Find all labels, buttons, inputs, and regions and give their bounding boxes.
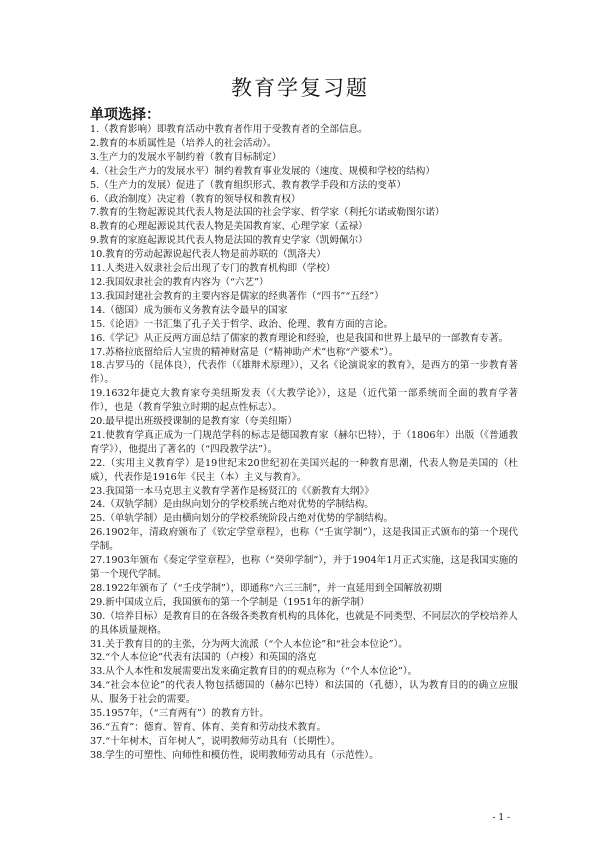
list-item: 37.“十年树木，百年树人”，说明教师劳动具有（长期性）。 bbox=[90, 735, 341, 747]
list-item: 27.1903年颁布《奏定学堂章程》，也称（“癸卯学制”），并于1904年1月正式实施，这是我国实施的第一个现代学制。 bbox=[90, 555, 518, 580]
list-item: 33.从个人本性和发展需要出发来确定教育目的的观点称为（“个人本位论”）。 bbox=[90, 666, 418, 678]
list-item: 16.《学记》从正反两方面总结了儒家的教育理论和经验，也是我国和世界上最早的一部教育专著。 bbox=[90, 332, 509, 344]
list-item: 8.教育的心理起源说其代表人物是美国教育家、心理学家（孟禄） bbox=[90, 221, 368, 233]
list-item: 4.（社会生产力的发展水平）制约着教育事业发展的（速度、规模和学校的结构） bbox=[90, 165, 435, 177]
list-item: 14.（德国）成为颁布义务教育法令最早的国家 bbox=[90, 304, 288, 316]
question-list bbox=[90, 123, 518, 763]
list-item: 31.关于教育目的的主张，分为两大流派（“个人本位论”和“社会本位论”）。 bbox=[90, 638, 408, 650]
list-item: 25.（单轨学制）是由横向划分的学校系统阶段占绝对优势的学制结构。 bbox=[90, 513, 394, 525]
list-item: 29.新中国成立后，我国颁布的第一个学制是（1951年的新学制） bbox=[90, 596, 370, 608]
list-item: 5.（生产力的发展）促进了（教育组织形式、教育教学手段和方法的变革） bbox=[90, 179, 407, 191]
list-item: 26.1902年，清政府颁布了《钦定学堂章程》，也称（“壬寅学制”），这是我国正式颁布的第一个现代学制。 bbox=[90, 527, 518, 553]
list-item: 13.我国封建社会教育的主要内容是儒家的经典著作（“四书”“五经”） bbox=[90, 290, 384, 302]
list-item: 38.学生的可塑性、向师性和模仿性，说明教师劳动具有（示范性）。 bbox=[90, 749, 379, 761]
list-item: 17.苏格拉底留给后人宝贵的精神财富是（“精神助产术”也称“产婆术”）。 bbox=[90, 346, 399, 358]
list-item: 28.1922年颁布了（“壬戌学制”），即通称“六三三制”，并一直延用到全国解放初期 bbox=[90, 582, 442, 594]
list-item: 7.教育的生物起源说其代表人物是法国的社会学家、哲学家（利托尔诺或勒图尔诺） bbox=[90, 207, 445, 219]
list-item: 22.（实用主义教育学）是19世纪末20世纪初在美国兴起的一种教育思潮，代表人物是美国的（杜威），代表作是1916年《民主（本）主义与教育》。 bbox=[90, 457, 518, 483]
list-item: 12.我国奴隶社会的教育内容为（“六艺”） bbox=[90, 276, 269, 288]
list-item: 19.1632年捷克大教育家夸美纽斯发表（《大教学论》），这是（近代第一部系统而全面的教育学著作），也是（教育学独立时期的起点性标志）。 bbox=[90, 388, 518, 414]
list-item: 15.《论语》一书汇集了孔子关于哲学、政治、伦理、教育方面的言论。 bbox=[90, 318, 394, 330]
page-number: - 1 - bbox=[492, 813, 510, 823]
list-item: 3.生产力的发展水平制约着（教育目标制定） bbox=[90, 151, 282, 163]
list-item: 9.教育的家庭起源说其代表人物是法国的教育史学家（凯姆佩尔） bbox=[90, 235, 368, 247]
list-item: 10.教育的劳动起源说起代表人物是前苏联的（凯洛夫） bbox=[90, 249, 326, 261]
list-item: 21.使教育学真正成为一门规范学科的标志是德国教育家（赫尔巴特），于（1806年）出版（《普通教育学》），他提出了著名的（“四段教学法”）。 bbox=[90, 429, 518, 455]
list-item: 32.“个人本位论”代表有法国的（卢梭）和英国的洛克 bbox=[90, 652, 317, 664]
section-heading: 单项选择： bbox=[90, 107, 160, 123]
list-item: 30.（培养目标）是教育目的在各级各类教育机构的具体化，也就是不同类型、不同层次的学校培养人的具体质量规格。 bbox=[90, 610, 518, 636]
document-title: 教育学复习题 bbox=[231, 76, 369, 100]
list-item: 11.人类进入奴隶社会后出现了专门的教育机构即（学校） bbox=[90, 263, 336, 275]
list-item: 23.我国第一本马克思主义教育学著作是杨贤江的《《新教育大纲》》 bbox=[90, 485, 374, 497]
list-item: 34.“社会本位论”的代表人物包括德国的（赫尔巴特）和法国的（孔德），认为教育目的的确立应服从、服务于社会的需要。 bbox=[90, 680, 518, 706]
list-item: 2.教育的本质属性是（培养人的社会活动）。 bbox=[90, 137, 277, 149]
list-item: 35.1957年，（“三育两有”）的教育方针。 bbox=[90, 708, 269, 720]
list-item: 18.古罗马的（昆体良），代表作（《雄辩术原理》），又名《论演说家的教育》，是西方的第一步教育著作）。 bbox=[90, 360, 518, 386]
list-item: 36.“五育”：德育、智育、体育、美育和劳动技术教育。 bbox=[90, 721, 327, 733]
list-item: 6.（政治制度）决定着（教育的领导权和教育权） bbox=[90, 193, 301, 205]
list-item: 1.（教育影响）即教育活动中教育者作用于受教育者的全部信息。 bbox=[90, 124, 368, 135]
list-item: 20.最早提出班级授课制的是教育家（夸美纽斯） bbox=[90, 416, 298, 428]
list-item: 24.（双轨学制）是由纵向划分的学校系统占绝对优势的学制结构。 bbox=[90, 499, 374, 511]
